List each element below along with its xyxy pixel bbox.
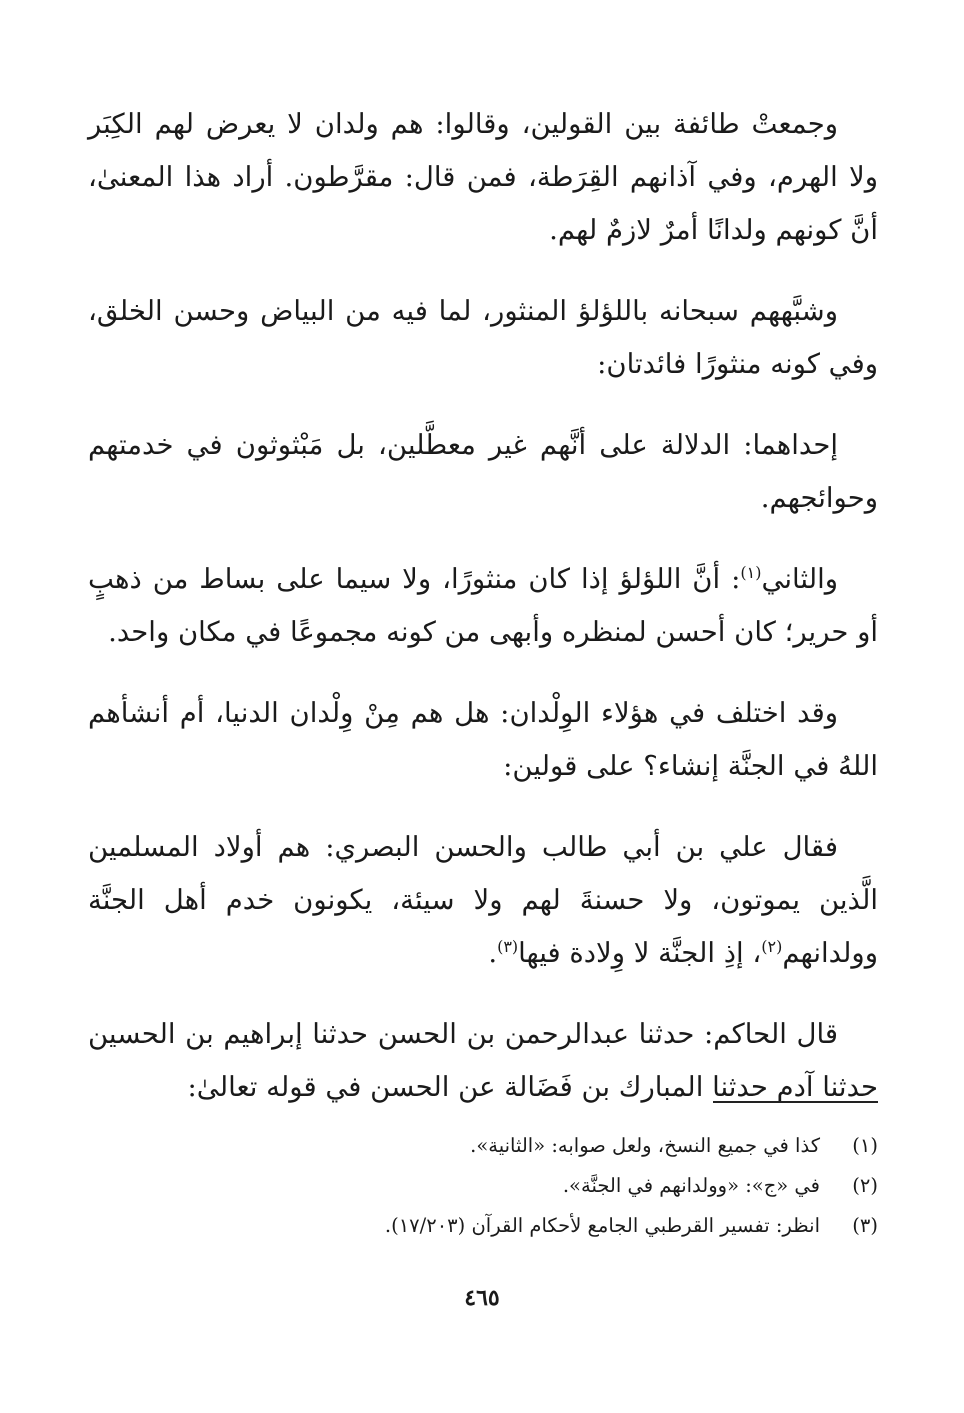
- footnote-number: (١): [852, 1134, 878, 1157]
- paragraph-2: وشبَّههم سبحانه باللؤلؤ المنثور، لما فيه من البياض وحسن الخلق، وفي كونه منثورًا فائدتان:: [88, 295, 878, 380]
- footnote-text: في «ج»: «وولدانهم في الجنَّة».: [562, 1174, 820, 1197]
- footnotes: [88, 1126, 878, 1246]
- footnote-number: (٣): [852, 1214, 878, 1237]
- footnote-2: [88, 1166, 878, 1206]
- footnote-text: كذا في جميع النسخ، ولعل صوابه: «الثانية».: [470, 1134, 820, 1157]
- main-text: [88, 98, 878, 1142]
- paragraph-3: إحداهما: الدلالة على أنَّهم غير معطَّلين، بل مَبْثوثون في خدمتهم وحوائجهم.: [88, 429, 878, 514]
- footnote-ref-3[interactable]: (٣): [497, 936, 519, 956]
- paragraph-6: [88, 821, 878, 980]
- paragraph-6-text-3: .: [488, 937, 498, 969]
- footnote-ref-2[interactable]: (٢): [761, 936, 783, 956]
- footnote-3: [88, 1206, 878, 1246]
- paragraph-4: [88, 553, 878, 659]
- paragraph-6-text-2: ، إذِ الجنَّة لا وِلادة فيها: [518, 937, 762, 969]
- footnote-text: انظر: تفسير القرطبي الجامع لأحكام القرآن (١٧/٢٠٣).: [384, 1214, 820, 1237]
- paragraph-4-text: : أنَّ اللؤلؤ إذا كان منثورًا، ولا سيما على بساط من ذهبٍ أو حرير؛ كان أحسن لمنظره وأبهى من كونه مجموعًا في مكان واحد.: [88, 563, 878, 648]
- paragraph-6-text-1: فقال علي بن أبي طالب والحسن البصري: هم أولاد المسلمين الَّذين يموتون، ولا حسنةَ لهم ولا سيئة، يكونون خدم أهل الجنَّة وولدانهم: [88, 831, 878, 969]
- paragraph-7: قال الحاكم: حدثنا عبدالرحمن بن الحسن حدثنا إبراهيم بن الحسين حدثنا آدم حدثنا المبارك بن فَضَالة عن الحسن في قوله تعالىٰ:: [88, 1018, 878, 1103]
- footnote-number: (٢): [852, 1174, 878, 1197]
- footnote-ref-1[interactable]: (١): [740, 562, 762, 582]
- page-number: ٤٦٥: [464, 1285, 500, 1311]
- paragraph-4-lead: والثاني: [761, 563, 838, 595]
- footnote-separator: [713, 1101, 878, 1103]
- paragraph-1: وجمعتْ طائفة بين القولين، وقالوا: هم ولدان لا يعرض لهم الكِبَر ولا الهرم، وفي آذانهم القِرَطة، فمن قال: مقرَّطون. أراد هذا المعنىٰ، أنَّ كونهم ولدانًا أمرٌ لازمٌ لهم.: [88, 108, 878, 246]
- footnote-1: [88, 1126, 878, 1166]
- paragraph-5: وقد اختلف في هؤلاء الوِلْدان: هل هم مِنْ وِلْدان الدنيا، أم أنشأهم اللهُ في الجنَّة إنشاء؟ على قولين:: [88, 697, 878, 782]
